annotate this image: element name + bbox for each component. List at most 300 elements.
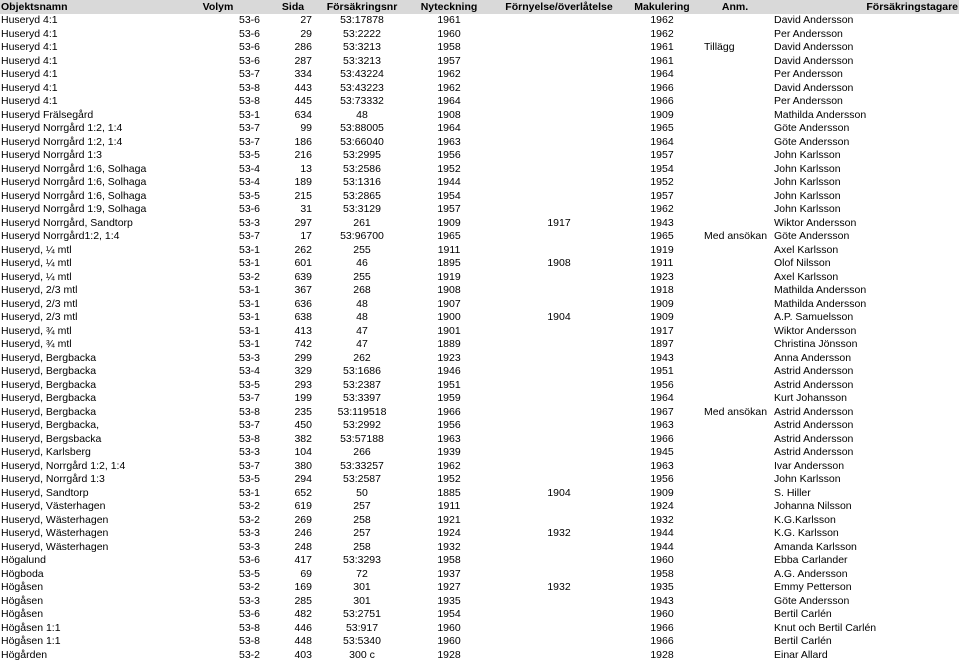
nyteckning-cell: 1960 (404, 28, 494, 42)
fornyelse-cell (494, 514, 624, 528)
fornyelse-cell: 1908 (494, 257, 624, 271)
anm-cell (700, 581, 770, 595)
objektsnamn-cell: Huseryd 4:1 (0, 55, 170, 69)
nyteckning-cell: 1954 (404, 190, 494, 204)
volym-cell: 53-7 (170, 230, 266, 244)
forsakringsnr-cell: 261 (320, 217, 404, 231)
forsakringstagare-cell: Astrid Andersson (770, 446, 959, 460)
nyteckning-cell: 1907 (404, 298, 494, 312)
sida-cell: 334 (266, 68, 320, 82)
volym-cell: 53-7 (170, 136, 266, 150)
anm-cell (700, 446, 770, 460)
nyteckning-cell: 1927 (404, 581, 494, 595)
objektsnamn-cell: Huseryd, Bergsbacka (0, 433, 170, 447)
table-row[interactable] (0, 203, 959, 217)
fornyelse-cell (494, 325, 624, 339)
objektsnamn-cell: Huseryd, Bergbacka (0, 365, 170, 379)
makulering-cell: 1962 (624, 203, 700, 217)
volym-cell: 53-6 (170, 14, 266, 28)
forsakringstagare-cell: Axel Karlsson (770, 271, 959, 285)
objektsnamn-cell: Högåsen 1:1 (0, 635, 170, 649)
forsakringstagare-cell: David Andersson (770, 41, 959, 55)
table-row[interactable] (0, 136, 959, 150)
objektsnamn-cell: Huseryd, 2/3 mtl (0, 311, 170, 325)
objektsnamn-cell: Högalund (0, 554, 170, 568)
anm-cell (700, 68, 770, 82)
fornyelse-cell (494, 419, 624, 433)
objektsnamn-cell: Högboda (0, 568, 170, 582)
fornyelse-cell (494, 392, 624, 406)
nyteckning-cell: 1889 (404, 338, 494, 352)
forsakringsnr-cell: 53:2992 (320, 419, 404, 433)
table-row[interactable] (0, 622, 959, 636)
sida-cell: 235 (266, 406, 320, 420)
table-row[interactable] (0, 541, 959, 555)
forsakringsnr-cell: 53:2222 (320, 28, 404, 42)
objektsnamn-cell: Huseryd Norrgård 1:3 (0, 149, 170, 163)
table-row[interactable] (0, 311, 959, 325)
sida-cell: 17 (266, 230, 320, 244)
fornyelse-cell (494, 271, 624, 285)
nyteckning-cell: 1954 (404, 608, 494, 622)
objektsnamn-cell: Huseryd, Västerhagen (0, 500, 170, 514)
anm-cell (700, 541, 770, 555)
table-row[interactable] (0, 649, 959, 662)
anm-cell (700, 136, 770, 150)
objektsnamn-cell: Högåsen (0, 581, 170, 595)
fornyelse-cell (494, 649, 624, 662)
table-row[interactable] (0, 122, 959, 136)
column-header-makulering[interactable]: Makulering (624, 0, 700, 14)
anm-cell: Tillägg (700, 41, 770, 55)
table-row[interactable] (0, 406, 959, 420)
table-row[interactable] (0, 500, 959, 514)
anm-cell (700, 568, 770, 582)
makulering-cell: 1956 (624, 379, 700, 393)
objektsnamn-cell: Huseryd 4:1 (0, 95, 170, 109)
table-row[interactable] (0, 298, 959, 312)
forsakringsnr-cell: 300 c (320, 649, 404, 662)
volym-cell: 53-5 (170, 473, 266, 487)
makulering-cell: 1944 (624, 541, 700, 555)
sida-cell: 262 (266, 244, 320, 258)
forsakringsnr-cell: 53:3129 (320, 203, 404, 217)
volym-cell: 53-3 (170, 595, 266, 609)
table-row[interactable] (0, 460, 959, 474)
sida-cell: 445 (266, 95, 320, 109)
objektsnamn-cell: Huseryd, ¾ mtl (0, 338, 170, 352)
forsakringstagare-cell: Bertil Carlén (770, 635, 959, 649)
anm-cell (700, 554, 770, 568)
sida-cell: 104 (266, 446, 320, 460)
sida-cell: 199 (266, 392, 320, 406)
anm-cell (700, 95, 770, 109)
table-row[interactable] (0, 68, 959, 82)
objektsnamn-cell: Huseryd Norrgård 1:6, Solhaga (0, 190, 170, 204)
table-row[interactable] (0, 271, 959, 285)
sida-cell: 215 (266, 190, 320, 204)
forsakringsnr-cell: 268 (320, 284, 404, 298)
objektsnamn-cell: Huseryd Frälsegård (0, 109, 170, 123)
volym-cell: 53-3 (170, 217, 266, 231)
makulering-cell: 1918 (624, 284, 700, 298)
nyteckning-cell: 1911 (404, 244, 494, 258)
table-row[interactable] (0, 554, 959, 568)
objektsnamn-cell: Huseryd 4:1 (0, 14, 170, 28)
table-row[interactable] (0, 95, 959, 109)
anm-cell (700, 203, 770, 217)
forsakringstagare-cell: Per Andersson (770, 28, 959, 42)
volym-cell: 53-2 (170, 500, 266, 514)
anm-cell (700, 122, 770, 136)
table-row[interactable] (0, 338, 959, 352)
sida-cell: 443 (266, 82, 320, 96)
table-row[interactable] (0, 595, 959, 609)
sida-cell: 27 (266, 14, 320, 28)
fornyelse-cell (494, 554, 624, 568)
objektsnamn-cell: Huseryd, Wästerhagen (0, 527, 170, 541)
makulering-cell: 1964 (624, 136, 700, 150)
volym-cell: 53-3 (170, 527, 266, 541)
forsakringstagare-cell: Ebba Carlander (770, 554, 959, 568)
anm-cell (700, 379, 770, 393)
objektsnamn-cell: Huseryd, 2/3 mtl (0, 298, 170, 312)
table-row[interactable] (0, 487, 959, 501)
forsakringsnr-cell: 53:3293 (320, 554, 404, 568)
makulering-cell: 1966 (624, 95, 700, 109)
forsakringsnr-cell: 47 (320, 325, 404, 339)
nyteckning-cell: 1908 (404, 284, 494, 298)
forsakringstagare-cell: John Karlsson (770, 176, 959, 190)
table-row[interactable] (0, 28, 959, 42)
table-row[interactable] (0, 446, 959, 460)
table-row[interactable] (0, 527, 959, 541)
volym-cell: 53-8 (170, 82, 266, 96)
sida-cell: 299 (266, 352, 320, 366)
table-row[interactable] (0, 190, 959, 204)
forsakringstagare-cell: A.P. Samuelsson (770, 311, 959, 325)
nyteckning-cell: 1908 (404, 109, 494, 123)
table-row[interactable] (0, 55, 959, 69)
sida-cell: 446 (266, 622, 320, 636)
fornyelse-cell (494, 136, 624, 150)
forsakringsnr-cell: 53:5340 (320, 635, 404, 649)
forsakringstagare-cell: Göte Andersson (770, 595, 959, 609)
forsakringstagare-cell: Per Andersson (770, 68, 959, 82)
anm-cell (700, 163, 770, 177)
fornyelse-cell: 1932 (494, 527, 624, 541)
forsakringsnr-cell: 46 (320, 257, 404, 271)
nyteckning-cell: 1921 (404, 514, 494, 528)
volym-cell: 53-7 (170, 68, 266, 82)
nyteckning-cell: 1911 (404, 500, 494, 514)
sida-cell: 169 (266, 581, 320, 595)
nyteckning-cell: 1958 (404, 554, 494, 568)
forsakringsnr-cell: 53:2865 (320, 190, 404, 204)
sida-cell: 638 (266, 311, 320, 325)
makulering-cell: 1962 (624, 14, 700, 28)
sida-cell: 285 (266, 595, 320, 609)
forsakringsnr-cell: 53:33257 (320, 460, 404, 474)
fornyelse-cell (494, 95, 624, 109)
table-row[interactable] (0, 230, 959, 244)
volym-cell: 53-7 (170, 460, 266, 474)
objektsnamn-cell: Huseryd Norrgård 1:6, Solhaga (0, 176, 170, 190)
table-row[interactable] (0, 568, 959, 582)
column-header-forsakringstagare[interactable]: Försäkringstagare (770, 0, 959, 14)
volym-cell: 53-2 (170, 649, 266, 662)
sida-cell: 13 (266, 163, 320, 177)
column-header-fornyelse[interactable]: Förnyelse/överlåtelse (494, 0, 624, 14)
nyteckning-cell: 1963 (404, 433, 494, 447)
forsakringstagare-cell: Christina Jönsson (770, 338, 959, 352)
forsakringstagare-cell: John Karlsson (770, 163, 959, 177)
fornyelse-cell (494, 365, 624, 379)
table-row[interactable] (0, 608, 959, 622)
forsakringstagare-cell: David Andersson (770, 14, 959, 28)
table-row[interactable] (0, 473, 959, 487)
table-row[interactable] (0, 82, 959, 96)
fornyelse-cell (494, 608, 624, 622)
anm-cell (700, 284, 770, 298)
makulering-cell: 1935 (624, 581, 700, 595)
table-row[interactable] (0, 149, 959, 163)
anm-cell (700, 257, 770, 271)
forsakringstagare-cell: Bertil Carlén (770, 608, 959, 622)
forsakringstagare-cell: Göte Andersson (770, 136, 959, 150)
forsakringstagare-cell: Mathilda Andersson (770, 284, 959, 298)
fornyelse-cell (494, 82, 624, 96)
forsakringstagare-cell: John Karlsson (770, 149, 959, 163)
table-row[interactable] (0, 352, 959, 366)
volym-cell: 53-1 (170, 257, 266, 271)
forsakringsnr-cell: 48 (320, 311, 404, 325)
forsakringstagare-cell: Knut och Bertil Carlén (770, 622, 959, 636)
table-row[interactable] (0, 244, 959, 258)
forsakringstagare-cell: K.G.Karlsson (770, 514, 959, 528)
sida-cell: 286 (266, 41, 320, 55)
fornyelse-cell (494, 622, 624, 636)
table-row[interactable] (0, 365, 959, 379)
volym-cell: 53-1 (170, 244, 266, 258)
nyteckning-cell: 1885 (404, 487, 494, 501)
sida-cell: 248 (266, 541, 320, 555)
fornyelse-cell (494, 109, 624, 123)
volym-cell: 53-2 (170, 271, 266, 285)
fornyelse-cell (494, 338, 624, 352)
forsakringsnr-cell: 53:88005 (320, 122, 404, 136)
column-header-volym[interactable]: Volym (170, 0, 266, 14)
sida-cell: 639 (266, 271, 320, 285)
nyteckning-cell: 1963 (404, 136, 494, 150)
volym-cell: 53-5 (170, 190, 266, 204)
objektsnamn-cell: Huseryd Norrgård, Sandtorp (0, 217, 170, 231)
forsakringstagare-cell: John Karlsson (770, 473, 959, 487)
table-row[interactable] (0, 635, 959, 649)
anm-cell (700, 244, 770, 258)
table-row[interactable] (0, 419, 959, 433)
forsakringsnr-cell: 53:2387 (320, 379, 404, 393)
column-header-anm[interactable]: Anm. (700, 0, 770, 14)
nyteckning-cell: 1939 (404, 446, 494, 460)
volym-cell: 53-4 (170, 163, 266, 177)
table-row[interactable] (0, 514, 959, 528)
forsakringstagare-cell: Einar Allard (770, 649, 959, 662)
makulering-cell: 1943 (624, 352, 700, 366)
column-header-objektsnamn[interactable]: Objektsnamn (0, 0, 170, 14)
sida-cell: 450 (266, 419, 320, 433)
table-row[interactable] (0, 41, 959, 55)
anm-cell (700, 635, 770, 649)
nyteckning-cell: 1964 (404, 95, 494, 109)
volym-cell: 53-7 (170, 392, 266, 406)
column-header-sida[interactable]: Sida (266, 0, 320, 14)
volym-cell: 53-1 (170, 298, 266, 312)
makulering-cell: 1951 (624, 365, 700, 379)
makulering-cell: 1958 (624, 568, 700, 582)
forsakringsnr-cell: 258 (320, 514, 404, 528)
sida-cell: 29 (266, 28, 320, 42)
table-row[interactable] (0, 433, 959, 447)
fornyelse-cell (494, 230, 624, 244)
forsakringsnr-cell: 257 (320, 527, 404, 541)
sida-cell: 403 (266, 649, 320, 662)
objektsnamn-cell: Huseryd 4:1 (0, 68, 170, 82)
fornyelse-cell: 1904 (494, 311, 624, 325)
makulering-cell: 1964 (624, 68, 700, 82)
nyteckning-cell: 1957 (404, 55, 494, 69)
makulering-cell: 1961 (624, 41, 700, 55)
anm-cell (700, 352, 770, 366)
fornyelse-cell (494, 473, 624, 487)
nyteckning-cell: 1951 (404, 379, 494, 393)
sida-cell: 99 (266, 122, 320, 136)
objektsnamn-cell: Huseryd Norrgård 1:9, Solhaga (0, 203, 170, 217)
sida-cell: 297 (266, 217, 320, 231)
forsakringsnr-cell: 53:57188 (320, 433, 404, 447)
table-row[interactable] (0, 379, 959, 393)
table-row[interactable] (0, 163, 959, 177)
table-row[interactable] (0, 392, 959, 406)
objektsnamn-cell: Huseryd, Bergbacka (0, 392, 170, 406)
forsakringsnr-cell: 262 (320, 352, 404, 366)
forsakringsnr-cell: 48 (320, 298, 404, 312)
column-header-nyteckning[interactable]: Nyteckning (404, 0, 494, 14)
objektsnamn-cell: Huseryd, ¾ mtl (0, 325, 170, 339)
nyteckning-cell: 1937 (404, 568, 494, 582)
forsakringsnr-cell: 53:73332 (320, 95, 404, 109)
nyteckning-cell: 1909 (404, 217, 494, 231)
table-row[interactable] (0, 109, 959, 123)
sida-cell: 216 (266, 149, 320, 163)
forsakringsnr-cell: 72 (320, 568, 404, 582)
fornyelse-cell (494, 460, 624, 474)
forsakringsnr-cell: 53:917 (320, 622, 404, 636)
table-row[interactable] (0, 217, 959, 231)
nyteckning-cell: 1928 (404, 649, 494, 662)
forsakringstagare-cell: Per Andersson (770, 95, 959, 109)
anm-cell (700, 460, 770, 474)
table-row[interactable] (0, 257, 959, 271)
objektsnamn-cell: Huseryd Norrgård 1:6, Solhaga (0, 163, 170, 177)
fornyelse-cell (494, 500, 624, 514)
forsakringsnr-cell: 47 (320, 338, 404, 352)
table-row[interactable] (0, 284, 959, 298)
volym-cell: 53-6 (170, 55, 266, 69)
forsakringsnr-cell: 53:3397 (320, 392, 404, 406)
anm-cell (700, 109, 770, 123)
nyteckning-cell: 1952 (404, 163, 494, 177)
column-header-forsakringsnr[interactable]: Försäkringsnr (320, 0, 404, 14)
sida-cell: 652 (266, 487, 320, 501)
anm-cell (700, 419, 770, 433)
table-row[interactable] (0, 581, 959, 595)
nyteckning-cell: 1957 (404, 203, 494, 217)
makulering-cell: 1932 (624, 514, 700, 528)
volym-cell: 53-2 (170, 514, 266, 528)
anm-cell (700, 14, 770, 28)
forsakringsnr-cell: 53:17878 (320, 14, 404, 28)
forsakringsnr-cell: 53:1686 (320, 365, 404, 379)
anm-cell: Med ansökan (700, 230, 770, 244)
anm-cell (700, 473, 770, 487)
forsakringstagare-cell: Amanda Karlsson (770, 541, 959, 555)
makulering-cell: 1909 (624, 109, 700, 123)
volym-cell: 53-6 (170, 608, 266, 622)
volym-cell: 53-6 (170, 41, 266, 55)
forsakringsnr-cell: 257 (320, 500, 404, 514)
forsakringsnr-cell: 301 (320, 595, 404, 609)
volym-cell: 53-1 (170, 109, 266, 123)
objektsnamn-cell: Högården (0, 649, 170, 662)
objektsnamn-cell: Huseryd, 2/3 mtl (0, 284, 170, 298)
table-row[interactable] (0, 14, 959, 28)
volym-cell: 53-1 (170, 325, 266, 339)
table-body (0, 14, 959, 662)
sida-cell: 634 (266, 109, 320, 123)
nyteckning-cell: 1961 (404, 14, 494, 28)
objektsnamn-cell: Huseryd, Karlsberg (0, 446, 170, 460)
forsakringstagare-cell: David Andersson (770, 82, 959, 96)
sida-cell: 287 (266, 55, 320, 69)
nyteckning-cell: 1956 (404, 149, 494, 163)
table-row[interactable] (0, 176, 959, 190)
table-row[interactable] (0, 325, 959, 339)
fornyelse-cell (494, 14, 624, 28)
makulering-cell: 1961 (624, 55, 700, 69)
sida-cell: 619 (266, 500, 320, 514)
fornyelse-cell (494, 203, 624, 217)
nyteckning-cell: 1924 (404, 527, 494, 541)
forsakringstagare-cell: Astrid Andersson (770, 365, 959, 379)
objektsnamn-cell: Högåsen 1:1 (0, 622, 170, 636)
fornyelse-cell (494, 190, 624, 204)
makulering-cell: 1943 (624, 595, 700, 609)
objektsnamn-cell: Huseryd, Norrgård 1:2, 1:4 (0, 460, 170, 474)
volym-cell: 53-7 (170, 122, 266, 136)
volym-cell: 53-1 (170, 338, 266, 352)
nyteckning-cell: 1966 (404, 406, 494, 420)
volym-cell: 53-4 (170, 176, 266, 190)
forsakringstagare-cell: Astrid Andersson (770, 433, 959, 447)
volym-cell: 53-3 (170, 446, 266, 460)
forsakringsnr-cell: 53:2995 (320, 149, 404, 163)
objektsnamn-cell: Högåsen (0, 608, 170, 622)
anm-cell (700, 176, 770, 190)
sida-cell: 601 (266, 257, 320, 271)
makulering-cell: 1965 (624, 122, 700, 136)
nyteckning-cell: 1962 (404, 82, 494, 96)
